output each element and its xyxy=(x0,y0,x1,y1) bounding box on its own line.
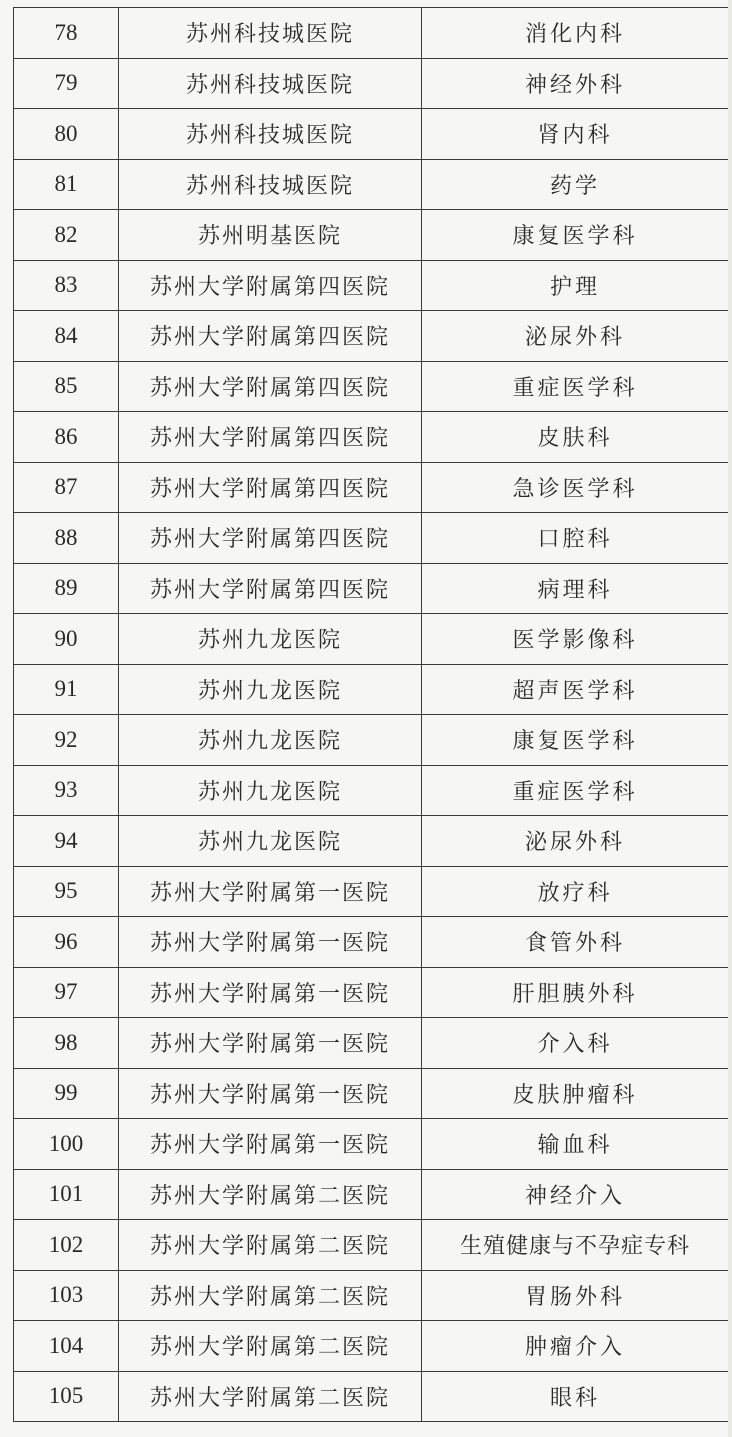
row-number: 96 xyxy=(14,917,119,968)
table-row xyxy=(14,967,729,1018)
hospital-name: 苏州大学附属第二医院 xyxy=(119,1371,422,1422)
table-body xyxy=(14,8,729,1422)
hospital-name: 苏州明基医院 xyxy=(119,210,422,261)
row-number: 78 xyxy=(14,8,119,59)
table-row xyxy=(14,664,729,715)
row-number: 99 xyxy=(14,1068,119,1119)
hospital-name: 苏州科技城医院 xyxy=(119,8,422,59)
hospital-name: 苏州大学附属第四医院 xyxy=(119,311,422,362)
department-name: 放疗科 xyxy=(422,866,729,917)
row-number: 92 xyxy=(14,715,119,766)
table-row xyxy=(14,715,729,766)
table-row xyxy=(14,1018,729,1069)
department-name: 康复医学科 xyxy=(422,715,729,766)
department-name: 眼科 xyxy=(422,1371,729,1422)
hospital-name: 苏州九龙医院 xyxy=(119,765,422,816)
department-name: 肝胆胰外科 xyxy=(422,967,729,1018)
table-row xyxy=(14,58,729,109)
row-number: 102 xyxy=(14,1220,119,1271)
hospital-name: 苏州大学附属第二医院 xyxy=(119,1321,422,1372)
department-name: 神经外科 xyxy=(422,58,729,109)
hospital-name: 苏州科技城医院 xyxy=(119,159,422,210)
table-row xyxy=(14,563,729,614)
department-name: 皮肤肿瘤科 xyxy=(422,1068,729,1119)
department-name: 神经介入 xyxy=(422,1169,729,1220)
table-row xyxy=(14,866,729,917)
department-name: 泌尿外科 xyxy=(422,311,729,362)
table-row xyxy=(14,109,729,160)
row-number: 95 xyxy=(14,866,119,917)
table-row xyxy=(14,260,729,311)
department-name: 超声医学科 xyxy=(422,664,729,715)
table-row xyxy=(14,917,729,968)
row-number: 93 xyxy=(14,765,119,816)
department-name: 泌尿外科 xyxy=(422,816,729,867)
hospital-name: 苏州大学附属第一医院 xyxy=(119,917,422,968)
department-name: 病理科 xyxy=(422,563,729,614)
table-row xyxy=(14,8,729,59)
table-row xyxy=(14,311,729,362)
row-number: 89 xyxy=(14,563,119,614)
hospital-name: 苏州大学附属第四医院 xyxy=(119,513,422,564)
page-edge xyxy=(728,0,732,1437)
hospital-name: 苏州科技城医院 xyxy=(119,58,422,109)
table-row xyxy=(14,1220,729,1271)
hospital-name: 苏州九龙医院 xyxy=(119,816,422,867)
hospital-name: 苏州大学附属第四医院 xyxy=(119,260,422,311)
row-number: 80 xyxy=(14,109,119,160)
department-name: 胃肠外科 xyxy=(422,1270,729,1321)
row-number: 94 xyxy=(14,816,119,867)
department-name: 重症医学科 xyxy=(422,765,729,816)
hospital-name: 苏州大学附属第一医院 xyxy=(119,967,422,1018)
department-name: 肿瘤介入 xyxy=(422,1321,729,1372)
hospital-name: 苏州大学附属第一医院 xyxy=(119,1119,422,1170)
hospital-name: 苏州大学附属第四医院 xyxy=(119,462,422,513)
hospital-name: 苏州九龙医院 xyxy=(119,715,422,766)
row-number: 79 xyxy=(14,58,119,109)
row-number: 98 xyxy=(14,1018,119,1069)
hospital-name: 苏州大学附属第一医院 xyxy=(119,1068,422,1119)
hospital-name: 苏州大学附属第二医院 xyxy=(119,1220,422,1271)
department-name: 生殖健康与不孕症专科 xyxy=(422,1220,729,1271)
hospital-name: 苏州大学附属第二医院 xyxy=(119,1270,422,1321)
row-number: 82 xyxy=(14,210,119,261)
table-row xyxy=(14,1169,729,1220)
department-name: 康复医学科 xyxy=(422,210,729,261)
table-row xyxy=(14,513,729,564)
department-name: 医学影像科 xyxy=(422,614,729,665)
hospital-name: 苏州科技城医院 xyxy=(119,109,422,160)
department-name: 口腔科 xyxy=(422,513,729,564)
row-number: 105 xyxy=(14,1371,119,1422)
row-number: 87 xyxy=(14,462,119,513)
hospital-name: 苏州大学附属第一医院 xyxy=(119,866,422,917)
hospital-name: 苏州大学附属第四医院 xyxy=(119,563,422,614)
table-row xyxy=(14,412,729,463)
department-name: 药学 xyxy=(422,159,729,210)
hospital-name: 苏州大学附属第一医院 xyxy=(119,1018,422,1069)
row-number: 101 xyxy=(14,1169,119,1220)
row-number: 100 xyxy=(14,1119,119,1170)
table-row xyxy=(14,159,729,210)
table-row xyxy=(14,361,729,412)
table-row xyxy=(14,1270,729,1321)
table-row xyxy=(14,1371,729,1422)
table-row xyxy=(14,1321,729,1372)
department-name: 消化内科 xyxy=(422,8,729,59)
table-row xyxy=(14,462,729,513)
row-number: 88 xyxy=(14,513,119,564)
department-name: 护理 xyxy=(422,260,729,311)
hospital-name: 苏州大学附属第二医院 xyxy=(119,1169,422,1220)
department-name: 重症医学科 xyxy=(422,361,729,412)
table-row xyxy=(14,210,729,261)
row-number: 84 xyxy=(14,311,119,362)
row-number: 91 xyxy=(14,664,119,715)
hospital-name: 苏州九龙医院 xyxy=(119,614,422,665)
hospital-name: 苏州九龙医院 xyxy=(119,664,422,715)
table-row xyxy=(14,816,729,867)
department-name: 食管外科 xyxy=(422,917,729,968)
row-number: 104 xyxy=(14,1321,119,1372)
department-name: 肾内科 xyxy=(422,109,729,160)
row-number: 81 xyxy=(14,159,119,210)
department-name: 皮肤科 xyxy=(422,412,729,463)
hospital-name: 苏州大学附属第四医院 xyxy=(119,361,422,412)
row-number: 83 xyxy=(14,260,119,311)
table-row xyxy=(14,765,729,816)
table-row xyxy=(14,1068,729,1119)
row-number: 90 xyxy=(14,614,119,665)
row-number: 85 xyxy=(14,361,119,412)
hospital-department-table xyxy=(13,7,729,1422)
department-name: 介入科 xyxy=(422,1018,729,1069)
department-name: 急诊医学科 xyxy=(422,462,729,513)
row-number: 103 xyxy=(14,1270,119,1321)
table-row xyxy=(14,614,729,665)
row-number: 97 xyxy=(14,967,119,1018)
department-name: 输血科 xyxy=(422,1119,729,1170)
row-number: 86 xyxy=(14,412,119,463)
table-row xyxy=(14,1119,729,1170)
hospital-name: 苏州大学附属第四医院 xyxy=(119,412,422,463)
